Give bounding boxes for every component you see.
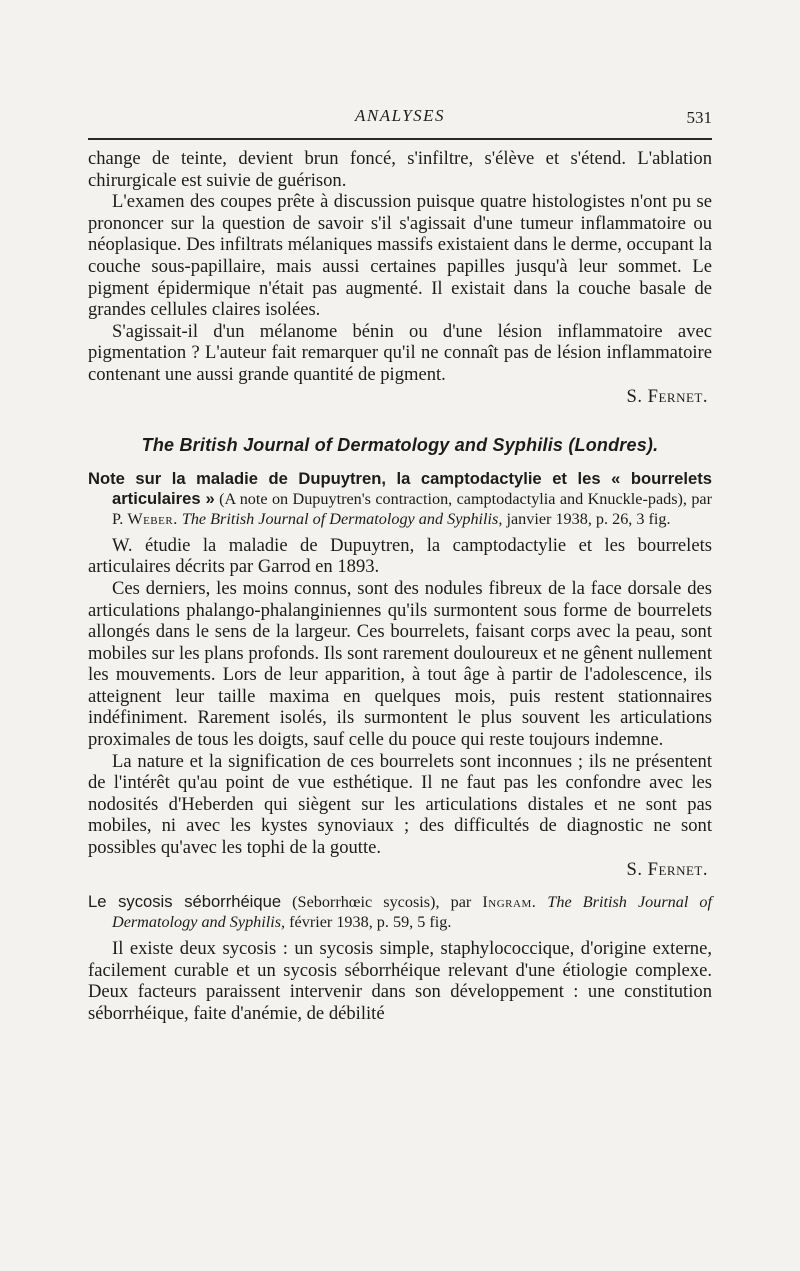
article-date: janvier 1938, p. 26, 3 fig. <box>506 509 671 528</box>
signature <box>88 386 712 408</box>
article-ref-text: (A note on Dupuytren's contraction, camptodactylia and Knuckle-pads), par P. <box>112 489 713 528</box>
body-text <box>88 148 712 1025</box>
signature-text: S. Fernet. <box>626 385 708 407</box>
paragraph: W. étudie la maladie de Dupuytren, la camptodactylie et les bourrelets articulaires décrits par Garrod en 1893. <box>88 534 712 578</box>
article-reference <box>88 892 712 932</box>
spacer <box>88 880 712 892</box>
paragraph: change de teinte, devient brun foncé, s'infiltre, s'élève et s'étend. L'ablation chirurgicale est suivie de guérison. <box>88 148 712 191</box>
article-title: Note sur la maladie de Dupuytren, la camptodactylie et les « bourrelets articulaires » <box>88 468 712 508</box>
signature <box>88 859 712 881</box>
article-author: Ingram. <box>482 893 537 912</box>
article-date: février 1938, p. 59, 5 fig. <box>289 913 452 932</box>
signature-text: S. Fernet. <box>626 858 708 880</box>
paragraph: S'agissait-il d'un mélanome bénin ou d'une lésion inflammatoire avec pigmentation ? L'auteur fait remarquer qu'il ne connaît pas de lésion inflammatoire contenant une aussi grande quantité de pigment. <box>88 320 712 385</box>
article-title: Le sycosis séborrhéique <box>88 892 282 912</box>
article-author: Weber. <box>127 509 178 528</box>
paragraph: La nature et la signification de ces bourrelets sont inconnues ; ils ne présentent de l'intérêt qu'au point de vue esthétique. Il ne faut pas les confondre avec les nodosités d'Heberden qui siègent sur les articulations distales et ne sont pas mobiles, ni avec les kystes synoviaux ; des difficultés de diagnostic ne sont possibles qu'avec les tophi de la goutte. <box>88 750 712 859</box>
journal-heading: The British Journal of Dermatology and Syphilis (Londres). <box>141 435 659 456</box>
article-journal: The British Journal of Dermatology and Syphilis, <box>112 893 713 932</box>
paragraph: Il existe deux sycosis : un sycosis simple, staphylococcique, d'origine externe, facilement curable et un sycosis séborrhéique relevant d'une étiologie complexe. Deux facteurs paraissent intervenir dans son développement : une constitution séborrhéique, faite d'anémie, de débilité <box>88 938 712 1024</box>
page-number: 531 <box>686 108 712 127</box>
running-title: ANALYSES <box>354 106 446 125</box>
header-rule <box>88 138 712 140</box>
paragraph: L'examen des coupes prête à discussion puisque quatre histologistes n'ont pu se prononcer sur la question de savoir s'il s'agissait d'une tumeur inflammatoire ou néoplasique. Des infiltrats mélaniques massifs existaient dans le derme, occupant la couche sous-papillaire, mais aussi certaines papilles jusqu'à leur sommet. Le pigment épidermique n'était pas augmenté. Il existait dans la couche basale de grandes cellules claires isolées. <box>88 191 712 321</box>
article-journal: The British Journal of Dermatology and Syphilis, <box>181 509 503 528</box>
article-ref-text: (Seborrhœic sycosis), par <box>292 893 472 912</box>
paragraph: Ces derniers, les moins connus, sont des nodules fibreux de la face dorsale des articulations phalango-phalanginiennes qu'ils surmontent sous forme de bourrelets allongés dans le sens de la largeur. Ces bourrelets, faisant corps avec la peau, sont mobiles sur les plans profonds. Ils sont rarement douloureux et ne gênent nullement les mouvements. Lors de leur apparition, à tout âge à partir de l'adolescence, ils atteignent leur taille maxima en quelques mois, puis restent stationnaires indéfiniment. Rarement isolés, ils surmontent le plus souvent les articulations proximales de tous les doigts, sauf celle du pouce qui reste toujours indemne. <box>88 577 712 751</box>
article-reference <box>88 469 712 529</box>
running-head <box>88 106 712 130</box>
